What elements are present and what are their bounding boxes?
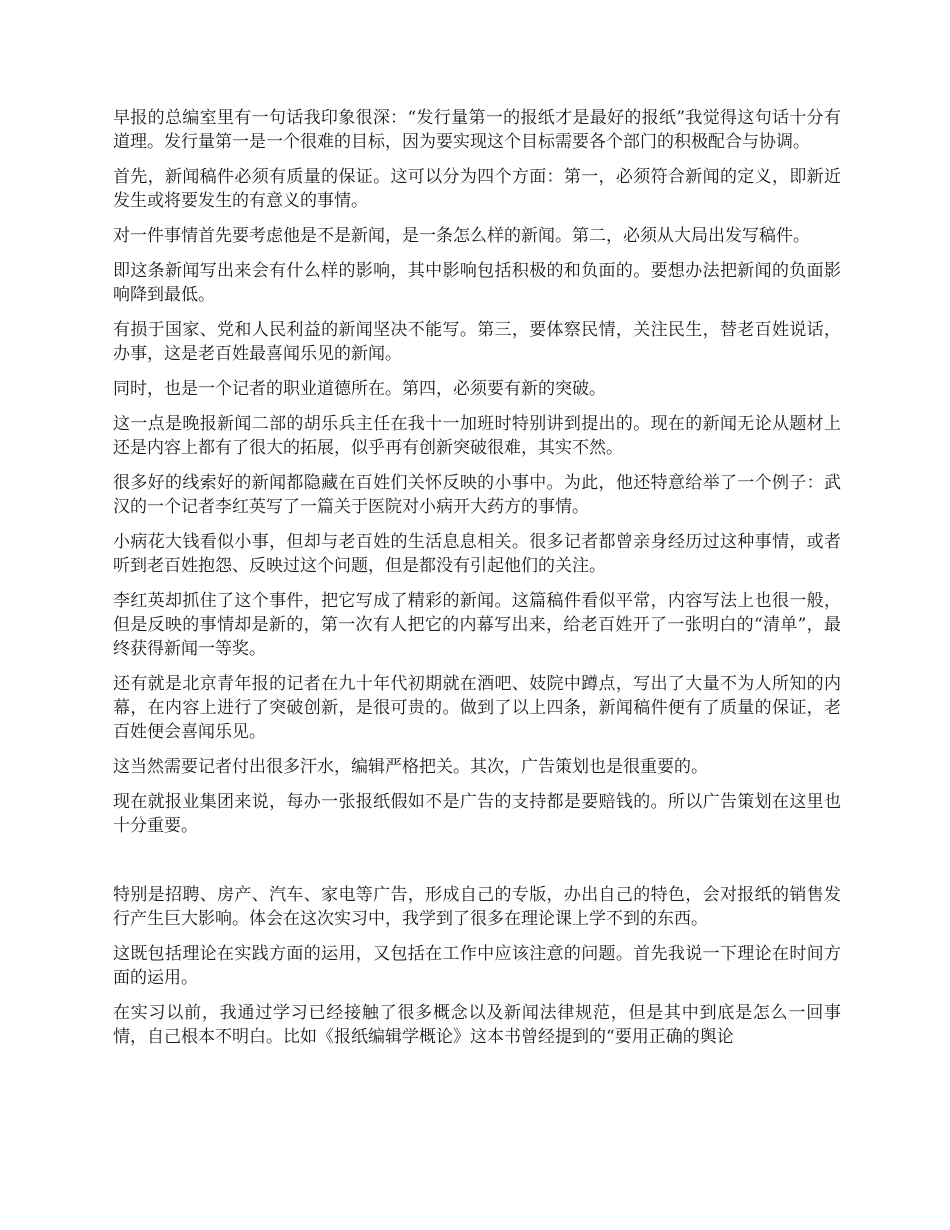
paragraph-11: 还有就是北京青年报的记者在九十年代初期就在酒吧、妓院中蹲点，写出了大量不为人所知的内幕，在内容上进行了突破创新，是很可贵的。做到了以上四条，新闻稿件便有了质量的保证，老百姓便会喜闻乐见。 bbox=[113, 674, 841, 742]
paragraph-4: 即这条新闻写出来会有什么样的影响，其中影响包括积极的和负面的。要想办法把新闻的负面影响降到最低。 bbox=[113, 261, 841, 305]
paragraph-1: 早报的总编室里有一句话我印象很深：“发行量第一的报纸才是最好的报纸”我觉得这句话十分有道理。发行量第一是一个很难的目标，因为要实现这个目标需要各个部门的积极配合与协调。 bbox=[113, 108, 841, 152]
section-2 bbox=[113, 883, 841, 1049]
document-page bbox=[113, 106, 841, 1060]
paragraph-12: 这当然需要记者付出很多汗水，编辑严格把关。其次，广告策划也是很重要的。 bbox=[113, 757, 708, 777]
paragraph-13: 现在就报业集团来说，每办一张报纸假如不是广告的支持都是要赔钱的。所以广告策划在这里也十分重要。 bbox=[113, 792, 841, 836]
section-1 bbox=[113, 106, 841, 838]
paragraph-6: 同时，也是一个记者的职业道德所在。第四，必须要有新的突破。 bbox=[113, 379, 606, 399]
paragraph-3: 对一件事情首先要考虑他是不是新闻，是一条怎么样的新闻。第二，必须从大局出发写稿件。 bbox=[113, 226, 810, 246]
paragraph-7: 这一点是晚报新闻二部的胡乐兵主任在我十一加班时特别讲到提出的。现在的新闻无论从题材上还是内容上都有了很大的拓展，似乎再有创新突破很难，其实不然。 bbox=[113, 414, 841, 458]
paragraph-15: 这既包括理论在实践方面的运用，又包括在工作中应该注意的问题。首先我说一下理论在时间方面的运用。 bbox=[113, 944, 841, 988]
paragraph-16: 在实习以前，我通过学习已经接触了很多概念以及新闻法律规范，但是其中到底是怎么一回事情，自己根本不明白。比如《报纸编辑学概论》这本书曾经提到的“要用正确的舆论 bbox=[113, 1003, 841, 1047]
paragraph-10: 李红英却抓住了这个事件，把它写成了精彩的新闻。这篇稿件看似平常，内容写法上也很一般，但是反映的事情却是新的，第一次有人把它的内幕写出来，给老百姓开了一张明白的“清单”，最终获得新闻一等奖。 bbox=[113, 591, 841, 659]
section-gap bbox=[113, 849, 841, 883]
paragraph-8: 很多好的线索好的新闻都隐藏在百姓们关怀反映的小事中。为此，他还特意给举了一个例子：武汉的一个记者李红英写了一篇关于医院对小病开大药方的事情。 bbox=[113, 473, 841, 517]
paragraph-14: 特别是招聘、房产、汽车、家电等广告，形成自己的专版，办出自己的特色，会对报纸的销售发行产生巨大影响。体会在这次实习中，我学到了很多在理论课上学不到的东西。 bbox=[113, 885, 841, 929]
paragraph-2: 首先，新闻稿件必须有质量的保证。这可以分为四个方面：第一，必须符合新闻的定义，即新近发生或将要发生的有意义的事情。 bbox=[113, 167, 841, 211]
paragraph-5: 有损于国家、党和人民利益的新闻坚决不能写。第三，要体察民情，关注民生，替老百姓说话，办事，这是老百姓最喜闻乐见的新闻。 bbox=[113, 320, 841, 364]
paragraph-9: 小病花大钱看似小事，但却与老百姓的生活息息相关。很多记者都曾亲身经历过这种事情，或者听到老百姓抱怨、反映过这个问题，但是都没有引起他们的关注。 bbox=[113, 532, 841, 576]
